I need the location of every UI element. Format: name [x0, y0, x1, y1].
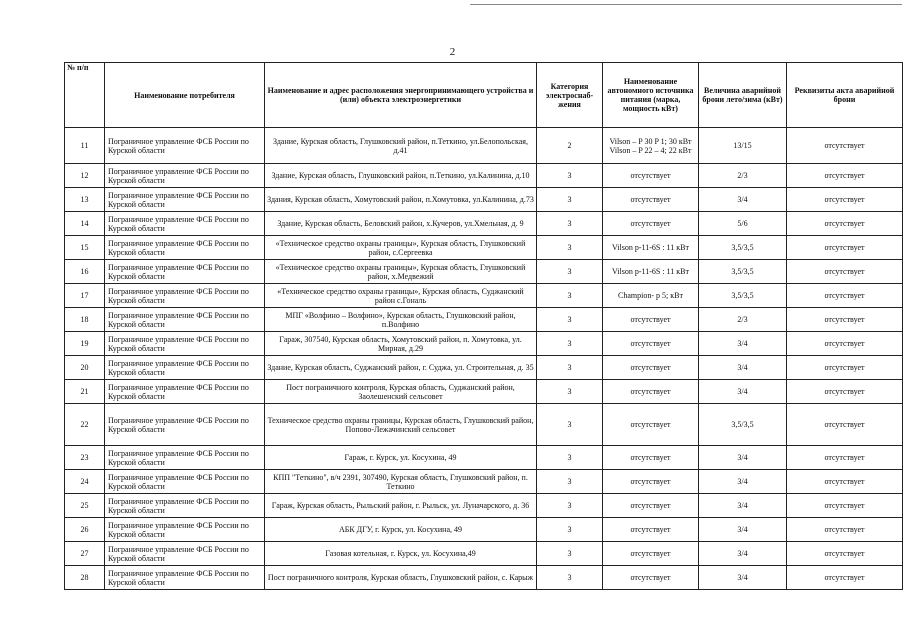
- table-row: [65, 446, 903, 470]
- cell-num: 19: [65, 332, 105, 356]
- cell-source: отсутствует: [603, 380, 699, 404]
- cell-act: отсутствует: [787, 308, 903, 332]
- cell-category: 3: [537, 566, 603, 590]
- cell-address: Газовая котельная, г. Курск, ул. Косухина,49: [265, 542, 537, 566]
- cell-category: 3: [537, 542, 603, 566]
- cell-address: Техническое средство охраны границы, Курская область, Глушковский район, Попово-Лежачинский сельсовет: [265, 404, 537, 446]
- cell-act: отсутствует: [787, 332, 903, 356]
- cell-act: отсутствует: [787, 380, 903, 404]
- table-row: [65, 260, 903, 284]
- cell-category: 3: [537, 470, 603, 494]
- cell-source: отсутствует: [603, 566, 699, 590]
- cell-category: 3: [537, 518, 603, 542]
- cell-act: отсутствует: [787, 128, 903, 164]
- cell-act: отсутствует: [787, 494, 903, 518]
- cell-reserve: 3,5/3,5: [699, 404, 787, 446]
- cell-source: Vilson p-11-6S : 11 кВт: [603, 236, 699, 260]
- cell-num: 22: [65, 404, 105, 446]
- cell-consumer: Пограничное управление ФСБ России по Курской области: [105, 542, 265, 566]
- cell-address: «Техническое средство охраны границы», Курская область, Суджанский район с.Гональ: [265, 284, 537, 308]
- cell-source: отсутствует: [603, 308, 699, 332]
- cell-reserve: 3/4: [699, 566, 787, 590]
- cell-consumer: Пограничное управление ФСБ России по Курской области: [105, 164, 265, 188]
- cell-num: 17: [65, 284, 105, 308]
- header-category: Категория электроснаб-жения: [537, 63, 603, 128]
- cell-consumer: Пограничное управление ФСБ России по Курской области: [105, 518, 265, 542]
- cell-address: Гараж, г. Курск, ул. Косухина, 49: [265, 446, 537, 470]
- cell-num: 28: [65, 566, 105, 590]
- cell-num: 13: [65, 188, 105, 212]
- cell-consumer: Пограничное управление ФСБ России по Курской области: [105, 308, 265, 332]
- cell-num: 25: [65, 494, 105, 518]
- cell-address: «Техническое средство охраны границы», Курская область, Глушковский район, с.Сергеевка: [265, 236, 537, 260]
- cell-consumer: Пограничное управление ФСБ России по Курской области: [105, 470, 265, 494]
- cell-category: 3: [537, 494, 603, 518]
- cell-address: Здание, Курская область, Суджанский район, г. Суджа, ул. Строительная, д. 35: [265, 356, 537, 380]
- cell-reserve: 3/4: [699, 380, 787, 404]
- cell-act: отсутствует: [787, 260, 903, 284]
- cell-act: отсутствует: [787, 284, 903, 308]
- cell-address: КПП "Теткино", в/ч 2391, 307490, Курская область, Глушковский район, п. Теткино: [265, 470, 537, 494]
- cell-consumer: Пограничное управление ФСБ России по Курской области: [105, 566, 265, 590]
- header-consumer: Наименование потребителя: [105, 63, 265, 128]
- cell-source: отсутствует: [603, 212, 699, 236]
- table-row: [65, 332, 903, 356]
- cell-source: отсутствует: [603, 470, 699, 494]
- cell-act: отсутствует: [787, 542, 903, 566]
- cell-act: отсутствует: [787, 212, 903, 236]
- cell-num: 12: [65, 164, 105, 188]
- page-number: 2: [449, 46, 456, 58]
- table-row: [65, 494, 903, 518]
- cell-reserve: 3,5/3,5: [699, 284, 787, 308]
- cell-category: 3: [537, 308, 603, 332]
- cell-act: отсутствует: [787, 404, 903, 446]
- table-row: [65, 566, 903, 590]
- cell-category: 3: [537, 212, 603, 236]
- cell-source: отсутствует: [603, 446, 699, 470]
- cell-consumer: Пограничное управление ФСБ России по Курской области: [105, 380, 265, 404]
- cell-address: Пост пограничного контроля, Курская область, Суджанский район, Заолешенский сельсовет: [265, 380, 537, 404]
- cell-reserve: 3/4: [699, 518, 787, 542]
- cell-source: отсутствует: [603, 542, 699, 566]
- reserve-table: [64, 62, 903, 590]
- cell-num: 21: [65, 380, 105, 404]
- header-act: Реквизиты акта аварийной брони: [787, 63, 903, 128]
- cell-category: 3: [537, 236, 603, 260]
- cell-source: отсутствует: [603, 164, 699, 188]
- cell-act: отсутствует: [787, 164, 903, 188]
- cell-category: 3: [537, 260, 603, 284]
- table-row: [65, 164, 903, 188]
- cell-category: 3: [537, 380, 603, 404]
- cell-consumer: Пограничное управление ФСБ России по Курской области: [105, 212, 265, 236]
- cell-address: МПГ «Волфино – Волфино», Курская область, Глушковский район, п.Волфино: [265, 308, 537, 332]
- cell-address: Здание, Курская область, Глушковский район, п.Теткино, ул.Калинина, д.10: [265, 164, 537, 188]
- cell-source: Champion- p 5; кВт: [603, 284, 699, 308]
- header-num: № п/п: [65, 63, 105, 128]
- cell-act: отсутствует: [787, 188, 903, 212]
- cell-reserve: 3/4: [699, 188, 787, 212]
- table-row: [65, 308, 903, 332]
- cell-act: отсутствует: [787, 356, 903, 380]
- cell-address: Здание, Курская область, Глушковский район, п.Теткино, ул.Белопольская, д.41: [265, 128, 537, 164]
- table-row: [65, 380, 903, 404]
- cell-reserve: 3/4: [699, 446, 787, 470]
- table-row: [65, 356, 903, 380]
- cell-consumer: Пограничное управление ФСБ России по Курской области: [105, 494, 265, 518]
- cell-source: Vilson – P 30 P 1; 30 кВт Vilson – P 22 – 4; 22 кВт: [603, 128, 699, 164]
- cell-reserve: 3/4: [699, 332, 787, 356]
- table-row: [65, 542, 903, 566]
- cell-consumer: Пограничное управление ФСБ России по Курской области: [105, 446, 265, 470]
- cell-reserve: 2/3: [699, 308, 787, 332]
- table-row: [65, 128, 903, 164]
- cell-address: Пост пограничного контроля, Курская область, Глушковский район, с. Карыж: [265, 566, 537, 590]
- cell-reserve: 3/4: [699, 494, 787, 518]
- cell-address: Гараж, 307540, Курская область, Хомутовский район, п. Хомутовка, ул. Мирная, д.29: [265, 332, 537, 356]
- table-row: [65, 284, 903, 308]
- cell-reserve: 3/4: [699, 542, 787, 566]
- cell-consumer: Пограничное управление ФСБ России по Курской области: [105, 236, 265, 260]
- cell-address: «Техническое средство охраны границы», Курская область, Глушковский район, х.Медвежий: [265, 260, 537, 284]
- cell-consumer: Пограничное управление ФСБ России по Курской области: [105, 332, 265, 356]
- header-reserve: Величина аварийной брони лето/зима (кВт): [699, 63, 787, 128]
- cell-source: отсутствует: [603, 494, 699, 518]
- cell-num: 16: [65, 260, 105, 284]
- cell-source: отсутствует: [603, 188, 699, 212]
- cell-reserve: 3,5/3,5: [699, 236, 787, 260]
- cell-act: отсутствует: [787, 236, 903, 260]
- cell-num: 26: [65, 518, 105, 542]
- cell-reserve: 2/3: [699, 164, 787, 188]
- cell-address: Гараж, Курская область, Рыльский район, г. Рыльск, ул. Луначарского, д. 36: [265, 494, 537, 518]
- cell-source: отсутствует: [603, 404, 699, 446]
- cell-address: Здания, Курская область, Хомутовский район, п.Хомутовка, ул.Калинина, д.73: [265, 188, 537, 212]
- cell-address: АБК ДГУ, г. Курск, ул. Косухина, 49: [265, 518, 537, 542]
- cell-source: отсутствует: [603, 332, 699, 356]
- cell-act: отсутствует: [787, 566, 903, 590]
- cell-category: 3: [537, 284, 603, 308]
- cell-consumer: Пограничное управление ФСБ России по Курской области: [105, 188, 265, 212]
- cell-num: 18: [65, 308, 105, 332]
- table-row: [65, 212, 903, 236]
- cell-source: отсутствует: [603, 356, 699, 380]
- cell-consumer: Пограничное управление ФСБ России по Курской области: [105, 404, 265, 446]
- table-row: [65, 236, 903, 260]
- header-address: Наименование и адрес расположения энергопринимающего устройства и (или) объекта электроэнергетики: [265, 63, 537, 128]
- cell-act: отсутствует: [787, 446, 903, 470]
- cell-consumer: Пограничное управление ФСБ России по Курской области: [105, 284, 265, 308]
- cell-category: 3: [537, 164, 603, 188]
- cell-category: 3: [537, 188, 603, 212]
- header-source: Наименование автономного источника питания (марка, мощность кВт): [603, 63, 699, 128]
- cell-num: 24: [65, 470, 105, 494]
- header-row: [65, 63, 903, 128]
- cell-consumer: Пограничное управление ФСБ России по Курской области: [105, 260, 265, 284]
- cell-act: отсутствует: [787, 518, 903, 542]
- cell-category: 3: [537, 356, 603, 380]
- cell-reserve: 5/6: [699, 212, 787, 236]
- top-rule: [470, 4, 902, 5]
- cell-num: 15: [65, 236, 105, 260]
- table-row: [65, 188, 903, 212]
- table-row: [65, 470, 903, 494]
- cell-category: 2: [537, 128, 603, 164]
- cell-reserve: 3/4: [699, 470, 787, 494]
- cell-act: отсутствует: [787, 470, 903, 494]
- table-row: [65, 404, 903, 446]
- cell-source: Vilson p-11-6S : 11 кВт: [603, 260, 699, 284]
- cell-num: 11: [65, 128, 105, 164]
- cell-category: 3: [537, 404, 603, 446]
- cell-source: отсутствует: [603, 518, 699, 542]
- cell-category: 3: [537, 446, 603, 470]
- cell-reserve: 3,5/3,5: [699, 260, 787, 284]
- cell-consumer: Пограничное управление ФСБ России по Курской области: [105, 128, 265, 164]
- cell-reserve: 3/4: [699, 356, 787, 380]
- cell-reserve: 13/15: [699, 128, 787, 164]
- cell-consumer: Пограничное управление ФСБ России по Курской области: [105, 356, 265, 380]
- cell-address: Здание, Курская область, Беловский район, х.Кучеров, ул.Хмельная, д. 9: [265, 212, 537, 236]
- cell-category: 3: [537, 332, 603, 356]
- cell-num: 20: [65, 356, 105, 380]
- table-row: [65, 518, 903, 542]
- cell-num: 14: [65, 212, 105, 236]
- cell-num: 23: [65, 446, 105, 470]
- cell-num: 27: [65, 542, 105, 566]
